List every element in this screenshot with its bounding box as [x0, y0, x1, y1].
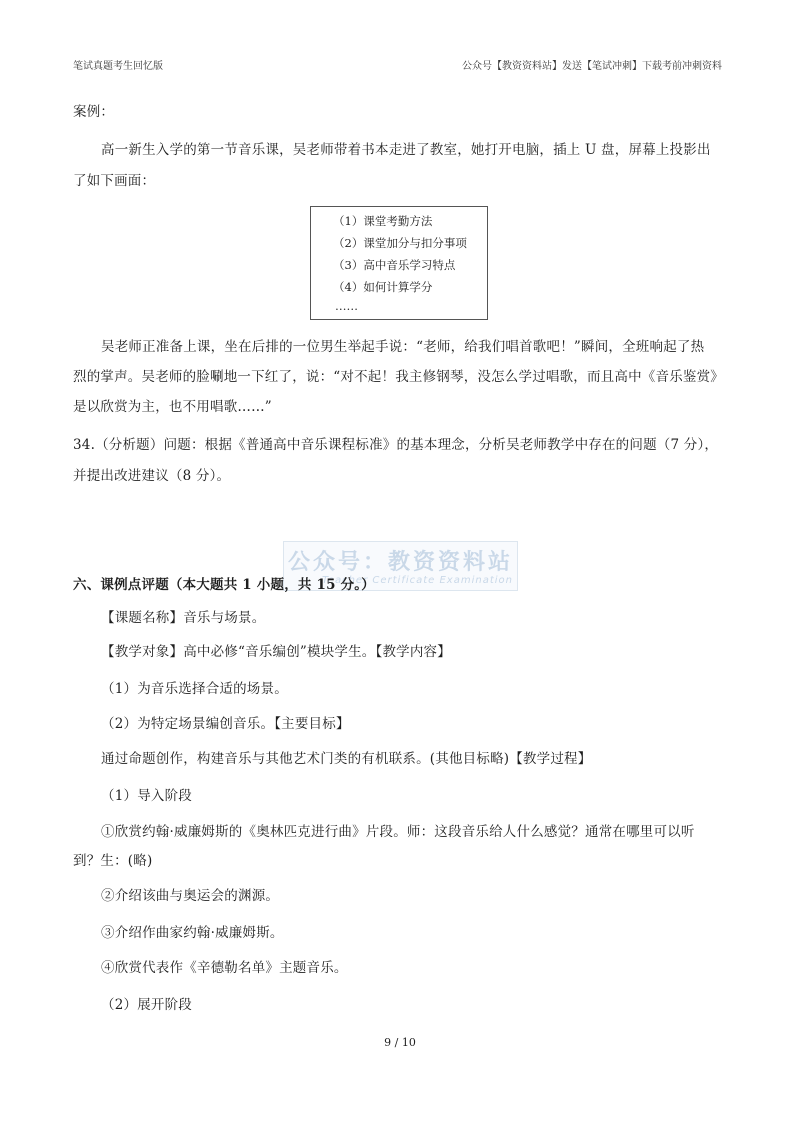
slide-item-ellipsis: ……	[335, 299, 358, 313]
step-1-line-1: ①欣赏约翰·威廉姆斯的《奥林匹克进行曲》片段。师：这段音乐给人什么感觉？通常在哪里可以听	[101, 824, 695, 840]
stage-2-heading: （2）展开阶段	[101, 997, 192, 1013]
slide-item: （1）课堂考勤方法	[333, 214, 433, 228]
lesson-title-line: 【课题名称】音乐与场景。	[101, 610, 266, 626]
page-number: 9 / 10	[384, 1036, 416, 1049]
step-4-line: ④欣赏代表作《辛德勒名单》主题音乐。	[101, 960, 348, 976]
projected-slide	[310, 206, 488, 320]
case-intro-line-1: 高一新生入学的第一节音乐课，吴老师带着书本走进了教室，她打开电脑，插上 U 盘，屏幕上投影出	[101, 142, 711, 158]
stage-1-heading: （1）导入阶段	[101, 788, 192, 804]
header-left-text: 笔试真题考生回忆版	[73, 61, 163, 72]
slide-item: （4）如何计算学分	[333, 280, 433, 294]
objective-line: 通过命题创作，构建音乐与其他艺术门类的有机联系。(其他目标略)【教学过程】	[101, 751, 592, 767]
step-3-line: ③介绍作曲家约翰·威廉姆斯。	[101, 925, 284, 941]
content-item-1: （1）为音乐选择合适的场景。	[101, 681, 288, 697]
case-story-line-2: 烈的掌声。吴老师的脸唰地一下红了，说：“对不起！我主修钢琴，没怎么学过唱歌，而且高中《音乐鉴赏》	[73, 369, 725, 385]
step-1-line-2: 到？生：(略)	[73, 853, 153, 869]
watermark-main-text: 公众号：教资资料站	[287, 550, 513, 575]
section-six-title: 六、课例点评题（本大题共 1 小题，共 15 分。）	[73, 577, 375, 593]
case-story-line-3: 是以欣赏为主，也不用唱歌……”	[73, 399, 272, 415]
teaching-object-line: 【教学对象】高中必修“音乐编创”模块学生。【教学内容】	[101, 644, 451, 660]
question-34-line-1: 34.（分析题）问题：根据《普通高中音乐课程标准》的基本理念，分析吴老师教学中存在的问题（7 分），	[73, 437, 719, 453]
watermark-sub-text: Teacher Certificate Examination	[321, 575, 513, 586]
case-label: 案例：	[73, 104, 115, 120]
content-item-2: （2）为特定场景编创音乐。【主要目标】	[101, 716, 350, 732]
case-intro-line-2: 了如下画面：	[73, 173, 156, 189]
header-right-text: 公众号【教资资料站】发送【笔试冲刺】下载考前冲刺资料	[462, 61, 722, 72]
case-story-line-1: 吴老师正准备上课，坐在后排的一位男生举起手说：“老师，给我们唱首歌吧！”瞬间，全班响起了热	[101, 339, 705, 355]
slide-item: （2）课堂加分与扣分事项	[333, 236, 467, 250]
slide-item: （3）高中音乐学习特点	[333, 258, 456, 272]
step-2-line: ②介绍该曲与奥运会的渊源。	[101, 888, 280, 904]
question-34-line-2: 并提出改进建议（8 分）。	[73, 468, 231, 484]
